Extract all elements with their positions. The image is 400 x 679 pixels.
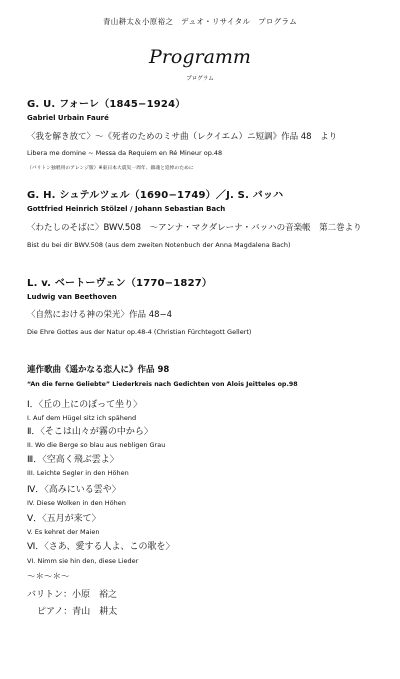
song-cycle-subtitle: “An die ferne Geliebte” Liederkreis nach Gedichten von Alois Jeitteles op.98 — [27, 381, 298, 388]
work-title-jp: 〈我を解き放て〉～《死者のためのミサ曲（レクイエム）ニ短調》作品 48 より — [27, 132, 338, 142]
composer-heading-jp: G. U. フォーレ（1845−1924） — [27, 99, 186, 110]
song-title-jp: Ⅵ．〈さあ、愛する人よ、この歌を〉 — [27, 542, 175, 552]
song-title-jp: Ⅲ．〈空高く飛ぶ雲よ〉 — [27, 455, 119, 465]
composer-name-en: Gabriel Urbain Fauré — [27, 114, 109, 122]
performer-line: バリトン：小原 裕之 — [27, 590, 118, 600]
song-title-jp: Ⅳ．〈高みにいる雲や〉 — [27, 485, 121, 495]
page-subtitle: プログラム — [186, 76, 214, 82]
composer-heading-jp: G. H. シュテルツェル（1690−1749）／J. S. バッハ — [27, 190, 284, 201]
page-title: Programm — [149, 46, 251, 68]
song-title-de: III. Leichte Segler in den Höhen — [27, 469, 129, 477]
song-title-de: II. Wo die Berge so blau aus nebligen Grau — [27, 441, 166, 449]
composer-name-en: Gottfried Heinrich Stölzel / Johann Sebastian Bach — [27, 205, 226, 213]
song-title-jp: Ⅰ．〈丘の上にのぼって坐り〉 — [27, 400, 143, 410]
song-title-de: VI. Nimm sie hin den, diese Lieder — [27, 557, 139, 565]
work-note: （バリトン独唱用のアレンジ版）※東日本大震災一周年、鎮魂と追悼のために — [27, 166, 194, 171]
section-separator: ～＊～＊～ — [27, 572, 70, 582]
song-title-de: IV. Diese Wolken in den Höhen — [27, 499, 126, 507]
song-title-de: V. Es kehret der Maien — [27, 528, 100, 536]
song-title-jp: Ⅴ．〈五月が来て〉 — [27, 514, 101, 524]
composer-heading-jp: L. v. ベートーヴェン（1770−1827） — [27, 278, 213, 289]
work-title-jp: 〈自然における神の栄光〉作品 48−4 — [27, 310, 173, 320]
page-header: 青山耕太＆小原裕之 デュオ・リサイタル プログラム — [102, 17, 298, 26]
performer-line: ピアノ：青山 耕太 — [37, 607, 118, 617]
work-title-jp: 〈わたしのそばに〉BWV.508 ～アンナ・マクダレーナ・バッハの音楽帳 第二巻より — [27, 223, 362, 233]
song-title-jp: Ⅱ．〈そこは山々が霧の中から〉 — [27, 427, 153, 437]
song-title-de: I. Auf dem Hügel sitz ich spähend — [27, 414, 137, 422]
song-cycle-title: 連作歌曲《遥かなる恋人に》作品 98 — [27, 365, 170, 375]
work-title-original: Die Ehre Gottes aus der Natur op.48-4 (Christian Fürchtegott Gellert) — [27, 328, 252, 336]
work-title-original: Libera me domine ~ Messa da Requiem en Ré Mineur op.48 — [27, 149, 223, 157]
composer-name-en: Ludwig van Beethoven — [27, 293, 117, 301]
work-title-original: Bist du bei dir BWV.508 (aus dem zweiten Notenbuch der Anna Magdalena Bach) — [27, 241, 291, 249]
